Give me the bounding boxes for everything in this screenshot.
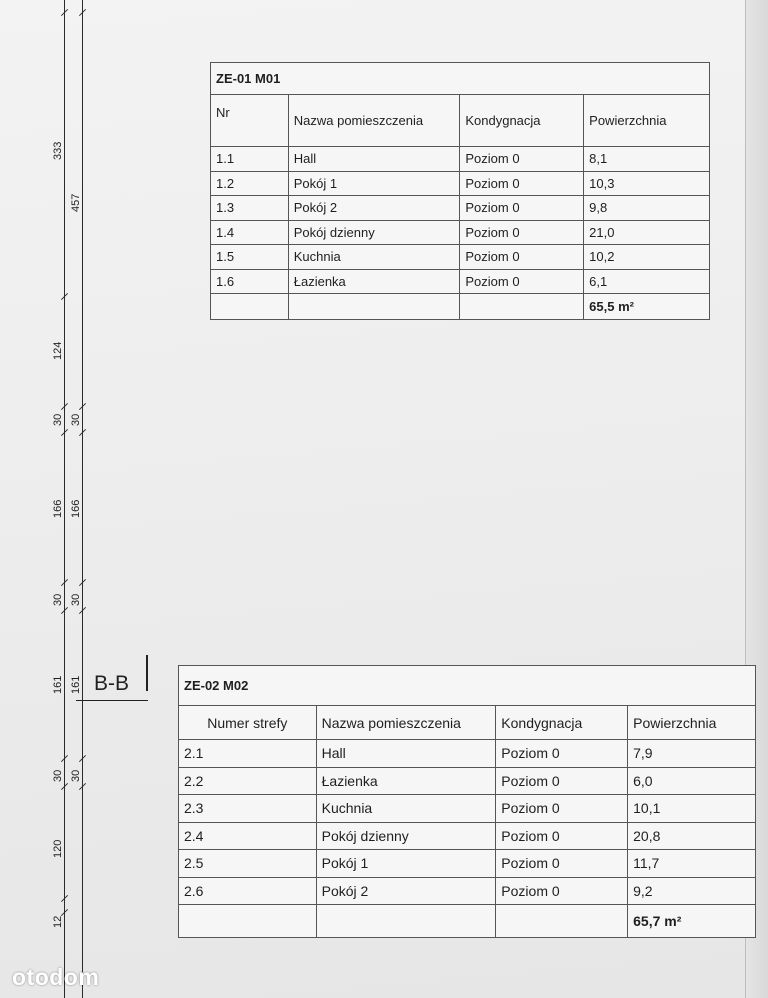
room-level: Poziom 0 (460, 269, 584, 294)
table-header-row (179, 706, 756, 740)
room-area: 10,2 (584, 245, 710, 270)
room-number: 1.5 (211, 245, 289, 270)
empty-cell (211, 294, 289, 320)
zone-number: 2.5 (179, 850, 317, 878)
dim-label: 161 (52, 675, 64, 694)
room-number: 1.2 (211, 171, 289, 196)
room-level: Poziom 0 (496, 795, 628, 823)
room-level: Poziom 0 (496, 877, 628, 905)
room-area: 20,8 (628, 822, 756, 850)
dim-label: 30 (70, 413, 82, 426)
dim-label: 166 (52, 499, 64, 518)
room-number: 1.4 (211, 220, 289, 245)
room-area: 10,3 (584, 171, 710, 196)
room-number: 1.3 (211, 196, 289, 221)
room-level: Poziom 0 (460, 171, 584, 196)
zone-number: 2.4 (179, 822, 317, 850)
room-level: Poziom 0 (460, 196, 584, 221)
column-header: Nazwa pomieszczenia (316, 706, 496, 740)
room-area: 8,1 (584, 147, 710, 172)
dim-label: 457 (70, 193, 82, 212)
room-level: Poziom 0 (460, 220, 584, 245)
room-area: 6,0 (628, 767, 756, 795)
room-name: Kuchnia (288, 245, 460, 270)
table-row (211, 196, 710, 221)
room-number: 1.6 (211, 269, 289, 294)
dim-label: 30 (52, 769, 64, 782)
empty-cell (288, 294, 460, 320)
zone-number: 2.6 (179, 877, 317, 905)
dim-label: 30 (70, 769, 82, 782)
room-name: Pokój dzienny (288, 220, 460, 245)
table-row (179, 877, 756, 905)
table-row (211, 220, 710, 245)
room-area: 21,0 (584, 220, 710, 245)
room-name: Łazienka (316, 767, 496, 795)
room-level: Poziom 0 (496, 767, 628, 795)
dim-label: 333 (52, 141, 64, 160)
dim-label: 166 (70, 499, 82, 518)
room-name: Pokój 1 (316, 850, 496, 878)
room-number: 1.1 (211, 147, 289, 172)
dim-label: 12 (52, 915, 64, 928)
empty-cell (316, 905, 496, 938)
total-area: 65,5 m² (584, 294, 710, 320)
dimension-line-inner (82, 0, 83, 998)
dim-label: 30 (52, 413, 64, 426)
column-header: Kondygnacja (460, 95, 584, 147)
room-level: Poziom 0 (460, 245, 584, 270)
table-row (211, 245, 710, 270)
dim-label: 30 (52, 593, 64, 606)
empty-cell (496, 905, 628, 938)
room-level: Poziom 0 (496, 850, 628, 878)
room-table-ze02 (178, 665, 756, 938)
table-row (211, 269, 710, 294)
zone-number: 2.1 (179, 740, 317, 768)
table-row (179, 795, 756, 823)
table-row (179, 767, 756, 795)
dim-label: 120 (52, 839, 64, 858)
table-title: ZE-02 M02 (179, 666, 756, 706)
section-label: B-B (94, 672, 130, 695)
room-name: Łazienka (288, 269, 460, 294)
room-area: 9,2 (628, 877, 756, 905)
table-title: ZE-01 M01 (211, 63, 710, 95)
empty-cell (179, 905, 317, 938)
room-name: Pokój 1 (288, 171, 460, 196)
room-area: 11,7 (628, 850, 756, 878)
dimension-line-outer (64, 0, 65, 998)
column-header: Numer strefy (179, 706, 317, 740)
room-table-ze01 (210, 62, 710, 320)
dim-label: 30 (70, 593, 82, 606)
room-level: Poziom 0 (496, 822, 628, 850)
room-area: 6,1 (584, 269, 710, 294)
table-row (211, 147, 710, 172)
room-name: Pokój dzienny (316, 822, 496, 850)
room-name: Hall (288, 147, 460, 172)
table-total-row (211, 294, 710, 320)
room-level: Poziom 0 (460, 147, 584, 172)
room-area: 9,8 (584, 196, 710, 221)
dim-label: 161 (70, 675, 82, 694)
table-total-row (179, 905, 756, 938)
room-area: 7,9 (628, 740, 756, 768)
room-name: Pokój 2 (316, 877, 496, 905)
room-name: Pokój 2 (288, 196, 460, 221)
table-row (179, 822, 756, 850)
table-header-row (211, 95, 710, 147)
column-header: Powierzchnia (628, 706, 756, 740)
section-bar (146, 655, 148, 691)
zone-number: 2.3 (179, 795, 317, 823)
table-row (179, 850, 756, 878)
section-underline (76, 700, 148, 701)
dim-label: 124 (52, 341, 64, 360)
table-row (211, 171, 710, 196)
room-level: Poziom 0 (496, 740, 628, 768)
table-row (179, 740, 756, 768)
otodom-watermark: otodom (12, 964, 100, 990)
total-area: 65,7 m² (628, 905, 756, 938)
column-header: Nazwa pomieszczenia (288, 95, 460, 147)
room-name: Kuchnia (316, 795, 496, 823)
column-header: Kondygnacja (496, 706, 628, 740)
room-area: 10,1 (628, 795, 756, 823)
column-header: Nr (211, 95, 289, 147)
zone-number: 2.2 (179, 767, 317, 795)
room-name: Hall (316, 740, 496, 768)
empty-cell (460, 294, 584, 320)
column-header: Powierzchnia (584, 95, 710, 147)
